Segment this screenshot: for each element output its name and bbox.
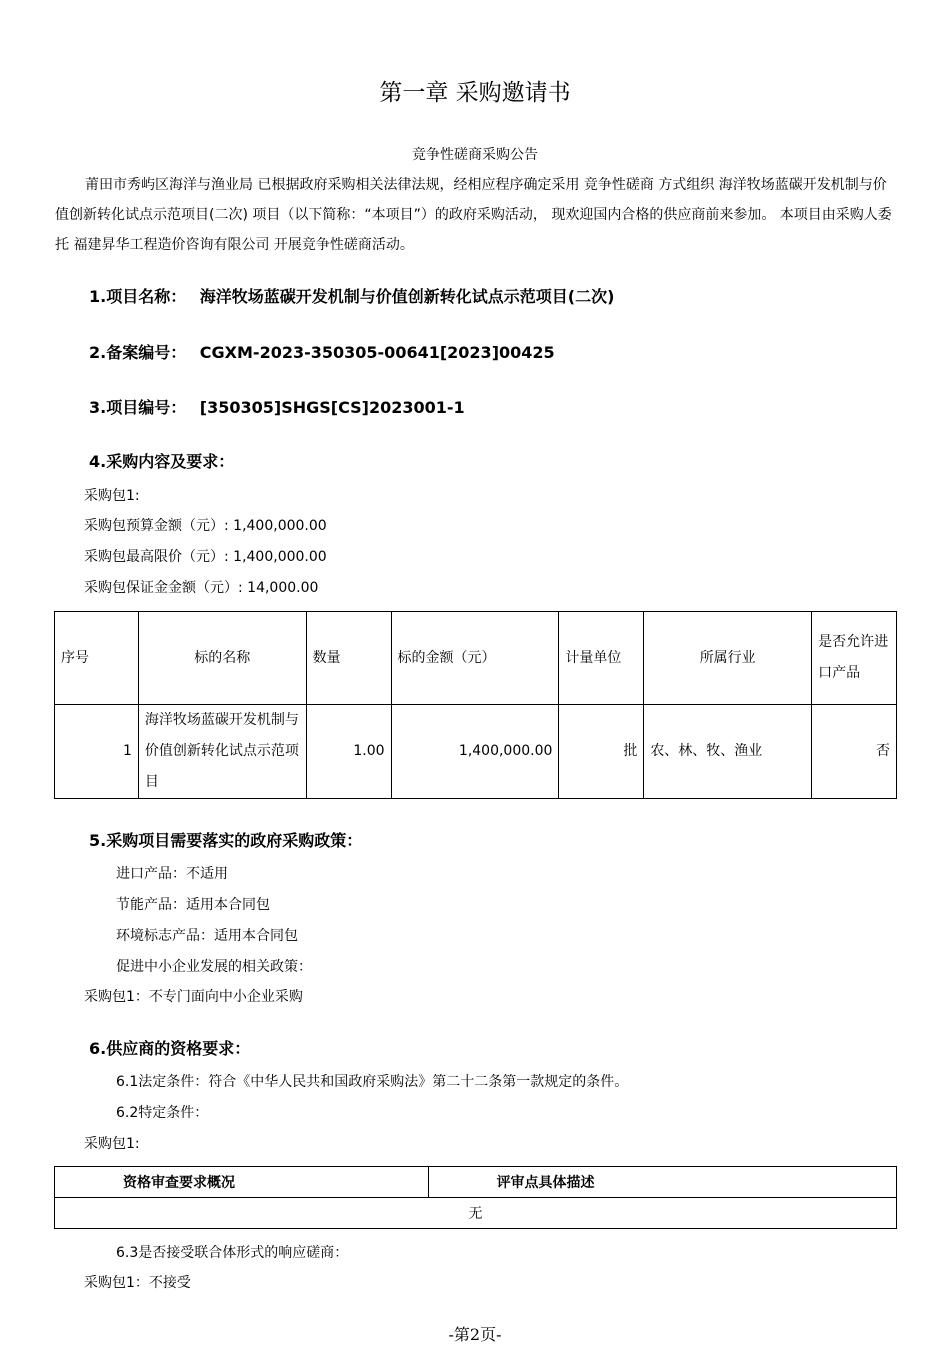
project-name: 海洋牧场蓝碳开发机制与价值创新转化试点示范项目(二次) — [199, 287, 615, 306]
row-industry: 农、林、牧、渔业 — [644, 705, 812, 799]
section-3 — [89, 395, 465, 418]
row-name: 海洋牧场蓝碳开发机制与价值创新转化试点示范项目 — [138, 705, 306, 799]
table-row — [55, 1198, 897, 1229]
header-import: 是否允许进口产品 — [812, 612, 897, 705]
row-amount: 1,400,000.00 — [391, 705, 559, 799]
section-1 — [89, 284, 614, 307]
policy-energy: 节能产品：适用本合同包 — [116, 897, 270, 913]
policy-environment: 环境标志产品：适用本合同包 — [116, 928, 298, 944]
package-max-price: 采购包最高限价（元）: 1,400,000.00 — [84, 549, 327, 565]
table-row — [55, 705, 897, 799]
announcement-subtitle: 竞争性磋商采购公告 — [412, 147, 538, 163]
header-summary: 资格审查要求概况 — [55, 1167, 429, 1198]
section-2-label: 2.备案编号： — [89, 343, 187, 362]
section-1-label: 1.项目名称： — [89, 287, 187, 306]
header-amount: 标的金额（元） — [391, 612, 559, 705]
page-number: -第2页- — [448, 1325, 502, 1344]
header-unit: 计量单位 — [559, 612, 644, 705]
header-name: 标的名称 — [138, 612, 306, 705]
filing-number: CGXM-2023-350305-00641[2023]00425 — [199, 343, 555, 362]
joint-venture-package: 采购包1：不接受 — [84, 1275, 191, 1291]
empty-cell: 无 — [55, 1198, 897, 1229]
header-no: 序号 — [55, 612, 139, 705]
row-qty: 1.00 — [306, 705, 391, 799]
project-number: [350305]SHGS[CS]2023001-1 — [199, 398, 465, 417]
qualification-header-row — [55, 1167, 897, 1198]
header-industry: 所属行业 — [644, 612, 812, 705]
qualification-package: 采购包1: — [84, 1136, 140, 1152]
joint-venture: 6.3是否接受联合体形式的响应磋商： — [116, 1245, 349, 1261]
row-unit: 批 — [559, 705, 644, 799]
specific-conditions: 6.2特定条件： — [116, 1105, 209, 1121]
intro-paragraph: 莆田市秀屿区海洋与渔业局 已根据政府采购相关法律法规，经相应程序确定采用 竞争性磋商 方式组织 海洋牧场蓝碳开发机制与价值创新转化试点示范项目(二次) 项目（以下简称：“本项目”）的政府采购活动， 现欢迎国内合格的供应商前来参加。 本项目由采购人委托 福建昇华工程造价咨询有限公司 开展竞争性磋商活动。 — [55, 177, 892, 253]
section-2 — [89, 340, 555, 363]
section-4-heading: 4.采购内容及要求： — [89, 452, 235, 471]
section-5-heading: 5.采购项目需要落实的政府采购政策： — [89, 831, 363, 850]
policy-package-sme: 采购包1：不专门面向中小企业采购 — [84, 989, 303, 1005]
legal-conditions: 6.1法定条件：符合《中华人民共和国政府采购法》第二十二条第一款规定的条件。 — [116, 1074, 629, 1090]
section-6-heading: 6.供应商的资格要求： — [89, 1039, 251, 1058]
header-qty: 数量 — [306, 612, 391, 705]
policy-sme: 促进中小企业发展的相关政策： — [116, 959, 312, 975]
package-deposit: 采购包保证金金额（元）: 14,000.00 — [84, 580, 319, 596]
row-import: 否 — [812, 705, 897, 799]
package-budget: 采购包预算金额（元）: 1,400,000.00 — [84, 518, 327, 534]
chapter-title: 第一章 采购邀请书 — [379, 80, 571, 106]
header-detail: 评审点具体描述 — [428, 1167, 896, 1198]
table-header-row — [55, 612, 897, 705]
section-3-label: 3.项目编号： — [89, 398, 187, 417]
qualification-table — [54, 1166, 897, 1229]
package-label: 采购包1: — [84, 488, 140, 504]
policy-import: 进口产品：不适用 — [116, 866, 228, 882]
row-no: 1 — [55, 705, 139, 799]
procurement-items-table — [54, 611, 897, 799]
